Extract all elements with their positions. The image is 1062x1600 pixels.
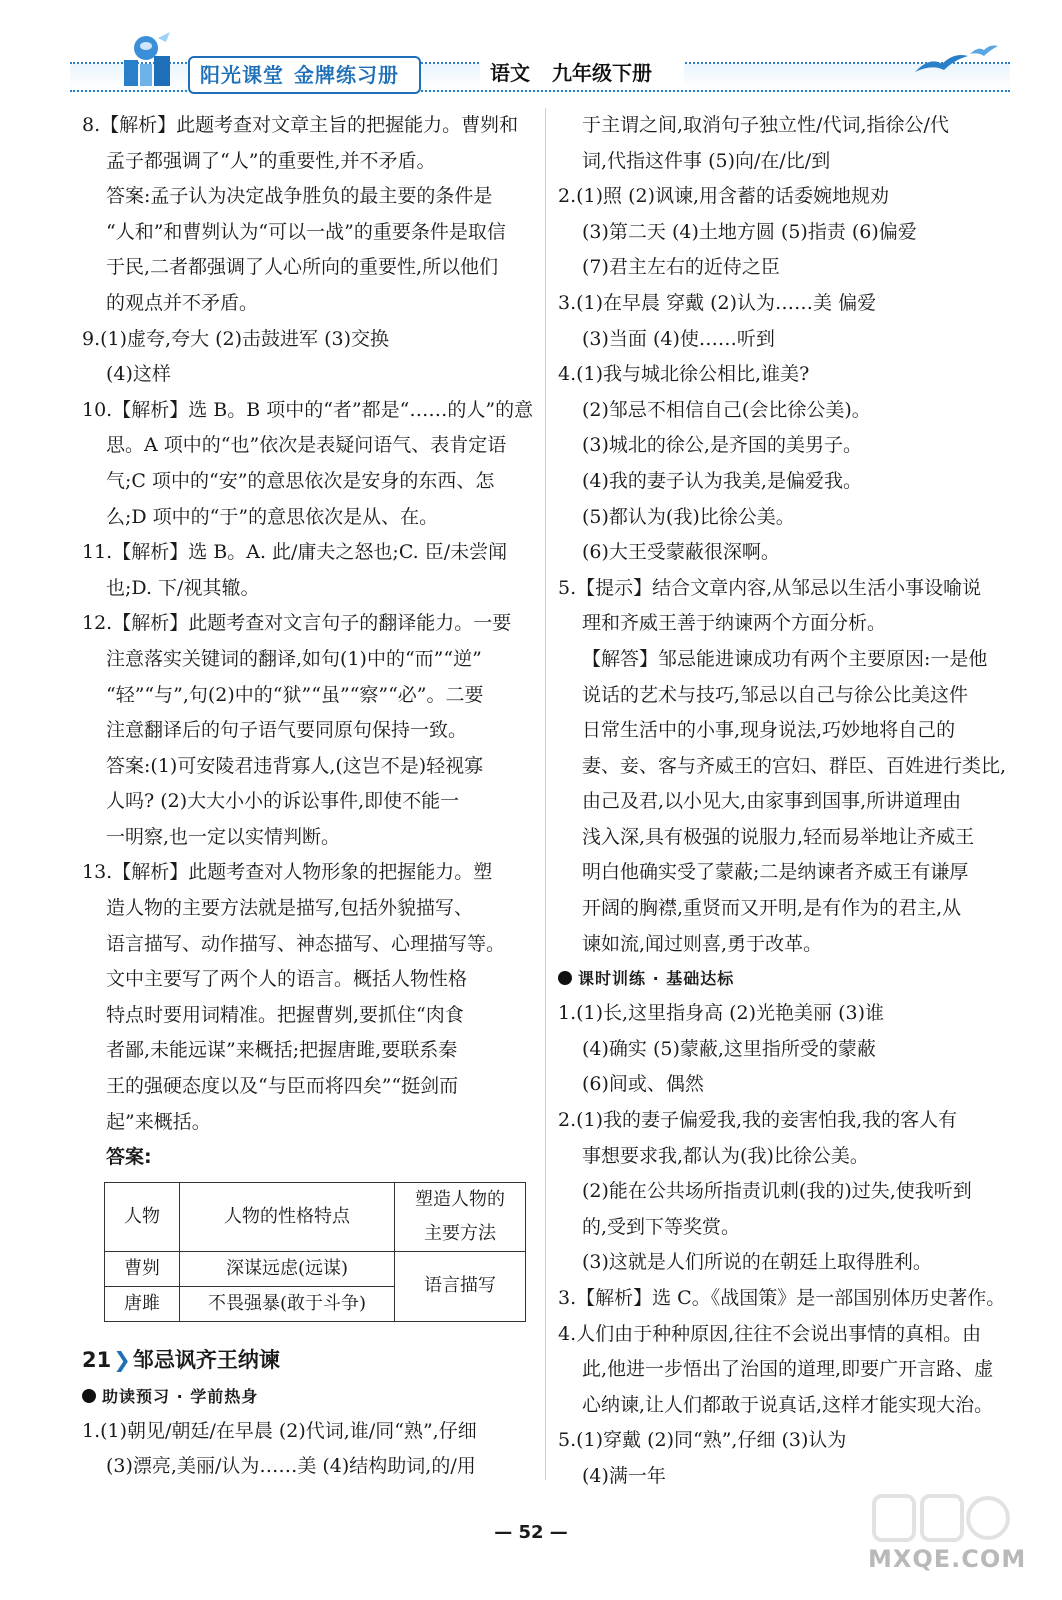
section-heading (82, 1380, 534, 1414)
preview-q5-line: 5.【提示】结合文章内容,从邹忌以生活小事设喻说 (558, 576, 982, 599)
drill-q1-line: 1.(1)长,这里指身高 (2)光艳美丽 (3)谁 (558, 1002, 884, 1025)
lesson-title: 邹忌讽齐王纳谏 (132, 1347, 280, 1372)
preview-q3-line: 3.(1)在早晨 穿戴 (2)认为……美 偏爱 (558, 291, 877, 314)
chevron-right-icon: ❯ (113, 1347, 131, 1372)
table-cell-person: 曹刿 (105, 1251, 180, 1286)
section-heading (558, 962, 1018, 996)
q13-answer-label: 答案: (106, 1146, 152, 1169)
page-number: — 52 — (494, 1522, 568, 1543)
q10-line: 么;D 项中的“于”的意思依次是从、在。 (106, 505, 439, 528)
birds-icon (910, 42, 1000, 82)
grade-label: 九年级下册 (552, 61, 652, 85)
preview-q2-line: (7)君主左右的近侍之臣 (582, 256, 780, 279)
q12-line: 注意翻译后的句子语气要同原句保持一致。 (106, 719, 468, 742)
q11-line: 也;D. 下/视其辙。 (106, 576, 260, 599)
drill-q5-line: (4)满一年 (582, 1464, 666, 1487)
q11-line: 11.【解析】选 B。A. 此/庸夫之怒也;C. 臣/未尝闻 (82, 541, 508, 564)
drill-q2-line: 事想要求我,都认为(我)比徐公美。 (582, 1144, 869, 1167)
drill-q2-line: (3)这就是人们所说的在朝廷上取得胜利。 (582, 1251, 932, 1274)
drill-q4-line: 4.人们由于种种原因,往往不会说出事情的真相。由 (558, 1322, 982, 1345)
preview-q5-answer-line: 说话的艺术与技巧,邹忌以自己与徐公比美这件 (582, 683, 969, 706)
watermark-text: MXQE.COM (868, 1545, 1027, 1573)
brand-name-2: 金牌练习册 (294, 63, 399, 87)
classroom-illustration-icon (110, 30, 180, 88)
q10-line: 思。A 项中的“也”依次是表疑问语气、表肯定语 (106, 434, 507, 457)
q13-line: 起”来概括。 (106, 1110, 211, 1133)
preview-q5-line: 理和齐威王善于纳谏两个方面分析。 (582, 612, 887, 635)
preview-q4-line: (2)邹忌不相信自己(会比徐公美)。 (582, 398, 871, 421)
table-header-traits: 人物的性格特点 (180, 1182, 395, 1251)
q9-line: 9.(1)虚夸,夸大 (2)击鼓进军 (3)交换 (82, 327, 389, 350)
table-row (105, 1182, 526, 1251)
q13-line: 王的强硬态度以及“与臣而将四矣”“挺剑而 (106, 1075, 459, 1098)
q10-line: 气;C 项中的“安”的意思依次是安身的东西、怎 (106, 469, 495, 492)
preview-q2-line: (3)第二天 (4)土地方圆 (5)指责 (6)偏爱 (582, 220, 917, 243)
preview-q4-line: 4.(1)我与城北徐公相比,谁美? (558, 363, 810, 386)
preview-q5-answer-line: 开阔的胸襟,重贤而又开明,是有作为的君主,从 (582, 897, 962, 920)
q9-line: (4)这样 (106, 363, 171, 386)
preview-q5-answer-line: 日常生活中的小事,现身说法,巧妙地将自己的 (582, 719, 956, 742)
drill-q4-line: 此,他进一步悟出了治国的道理,即要广开言路、虚 (582, 1358, 994, 1381)
q13-line: 语言描写、动作描写、神态描写、心理描写等。 (106, 932, 506, 955)
q13-line: 者鄙,未能远谋”来概括;把握唐雎,要联系秦 (106, 1039, 458, 1062)
drill-q1-line: (6)间或、偶然 (582, 1073, 704, 1096)
section-bullet-icon (82, 1389, 96, 1403)
table-cell-method: 语言描写 (395, 1251, 526, 1321)
preview-q5-answer-line: 由己及君,以小见大,由家事到国事,所讲道理由 (582, 790, 962, 813)
table-cell-person: 唐雎 (105, 1286, 180, 1321)
preview-q2-line: 2.(1)照 (2)讽谏,用含蓄的话委婉地规劝 (558, 185, 890, 208)
preview-q4-line: (5)都认为(我)比徐公美。 (582, 505, 795, 528)
drill-q4-line: 心纳谏,让人们都敢于说真话,这样才能实现大治。 (582, 1393, 994, 1416)
drill-q5-line: 5.(1)穿戴 (2)同“熟”,仔细 (3)认为 (558, 1429, 847, 1452)
q12-answer-line: 人吗? (2)大大小小的诉讼事件,即使不能一 (106, 790, 460, 813)
preview-q4-line: (3)城北的徐公,是齐国的美男子。 (582, 434, 862, 457)
table-header-method-line1: 塑造人物的 (415, 1188, 505, 1210)
q13-line: 文中主要写了两个人的语言。概括人物性格 (106, 968, 468, 991)
page-header (60, 22, 1020, 94)
brand-name-1: 阳光课堂 (200, 63, 284, 87)
lesson-number: 21 (82, 1347, 112, 1372)
lesson-heading (82, 1340, 534, 1380)
table-cell-traits: 不畏强暴(敢于斗争) (180, 1286, 395, 1321)
q13-line: 13.【解析】此题考查对人物形象的把握能力。塑 (82, 861, 493, 884)
right-column (558, 108, 1018, 1495)
section-title: 课时训练 · 基础达标 (578, 969, 735, 989)
q12-answer-line: 答案:(1)可安陵君违背寡人,(这岂不是)轻视寡 (106, 754, 484, 777)
drill-q1-line: (4)确实 (5)蒙蔽,这里指所受的蒙蔽 (582, 1037, 876, 1060)
preview-q4-line: (6)大王受蒙蔽很深啊。 (582, 541, 780, 564)
q8-answer-line: 于民,二者都强调了人心所向的重要性,所以他们 (106, 256, 499, 279)
table-header-method (395, 1182, 526, 1251)
column-divider (545, 108, 546, 1480)
preview-q1-continued-line: 词,代指这件事 (5)向/在/比/到 (582, 149, 831, 172)
q8-analysis-line: 孟子都强调了“人”的重要性,并不矛盾。 (106, 149, 436, 172)
character-answer-table (104, 1182, 526, 1322)
q8-analysis-line: 8.【解析】此题考查对文章主旨的把握能力。曹刿和 (82, 114, 519, 136)
q12-line: 注意落实关键词的翻译,如句(1)中的“而”“逆” (106, 647, 482, 670)
q12-line: 12.【解析】此题考查对文言句子的翻译能力。一要 (82, 612, 512, 635)
drill-q2-line: 2.(1)我的妻子偏爱我,我的妾害怕我,我的客人有 (558, 1109, 958, 1132)
watermark-logo-icon (872, 1490, 1012, 1546)
series-brand-label (188, 56, 421, 94)
subject-grade-label (480, 56, 684, 90)
drill-q2-line: 的,受到下等奖赏。 (582, 1215, 741, 1238)
preview-q1-line: (3)漂亮,美丽/认为……美 (4)结构助词,的/用 (106, 1455, 476, 1478)
q12-line: “轻”“与”,句(2)中的“狱”“虽”“察”“必”。二要 (106, 683, 484, 706)
table-header-person: 人物 (105, 1182, 180, 1251)
q13-line: 造人物的主要方法就是描写,包括外貌描写、 (106, 897, 474, 920)
preview-q5-answer-line: 谏如流,闻过则喜,勇于改革。 (582, 932, 823, 955)
preview-q5-answer-line: 【解答】邹忌能进谏成功有两个主要原因:一是他 (582, 647, 988, 670)
preview-q3-line: (3)当面 (4)使……听到 (582, 327, 775, 350)
q10-line: 10.【解析】选 B。B 项中的“者”都是“……的人”的意 (82, 398, 534, 421)
drill-q3-line: 3.【解析】选 C。《战国策》是一部国别体历史著作。 (558, 1287, 1006, 1309)
table-cell-traits: 深谋远虑(远谋) (180, 1251, 395, 1286)
table-row (105, 1251, 526, 1286)
q8-answer-line: “人和”和曹刿认为“可以一战”的重要条件是取信 (106, 220, 506, 243)
preview-q4-line: (4)我的妻子认为我美,是偏爱我。 (582, 469, 862, 492)
q12-answer-line: 一明察,也一定以实情判断。 (106, 825, 341, 848)
q8-answer-line: 的观点并不矛盾。 (106, 291, 259, 314)
preview-q5-answer-line: 浅入深,具有极强的说服力,轻而易举地让齐威王 (582, 825, 975, 848)
subject-label: 语文 (490, 61, 530, 85)
q13-line: 特点时要用词精准。把握曹刿,要抓住“肉食 (106, 1003, 464, 1026)
drill-q2-line: (2)能在公共场所指责讥刺(我的)过失,使我听到 (582, 1180, 972, 1203)
preview-q1-line: 1.(1)朝见/朝廷/在早晨 (2)代词,谁/同“熟”,仔细 (82, 1419, 477, 1442)
left-column (82, 108, 534, 1485)
section-bullet-icon (558, 971, 572, 985)
table-header-method-line2: 主要方法 (424, 1222, 496, 1244)
preview-q1-continued-line: 于主谓之间,取消句子独立性/代词,指徐公/代 (582, 114, 949, 136)
preview-q5-answer-line: 明白他确实受了蒙蔽;二是纳谏者齐威王有谦厚 (582, 861, 969, 884)
section-title: 助读预习 · 学前热身 (102, 1386, 259, 1406)
preview-q5-answer-line: 妻、妾、客与齐威王的宫妇、群臣、百姓进行类比, (582, 754, 1007, 777)
q8-answer-line: 答案:孟子认为决定战争胜负的最主要的条件是 (106, 185, 493, 208)
